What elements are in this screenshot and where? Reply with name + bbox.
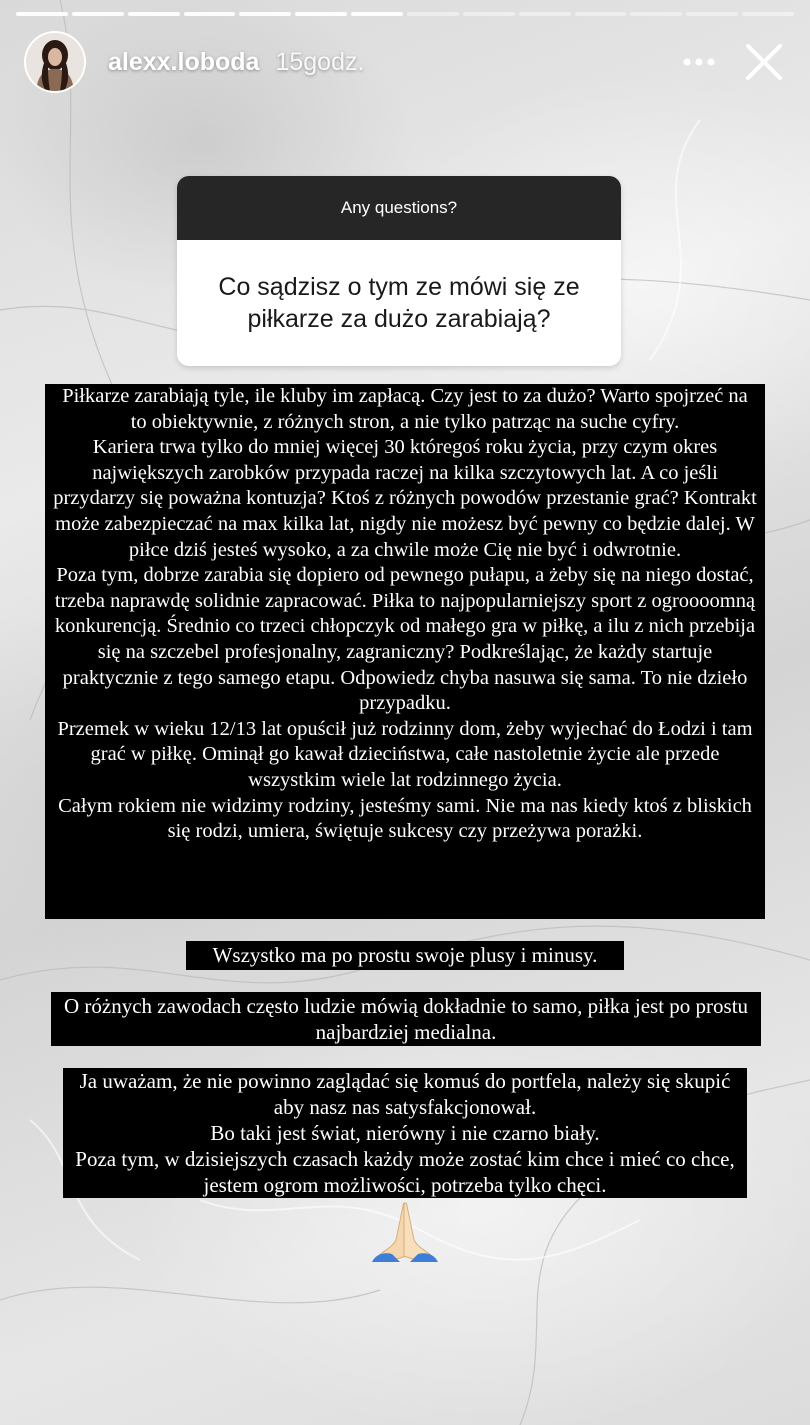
answer-paragraph: Kariera trwa tylko do mniej więcej 30 któregoś roku życia, przy czym okres największych zarobków przypada raczej na kilka szczytowych lat. A co jeśli przydarzy się poważna kontuzja? Ktoś z różnych powodów przestanie grać? Kontrakt może zabezpieczać na max kilka lat, nigdy nie możesz być pewny co będzie dalej. W piłce dziś jesteś wysoko, a za chwile może Cię nie być i odwrotnie. (53, 436, 757, 561)
progress-segment (519, 12, 571, 16)
more-options-button[interactable] (672, 35, 726, 89)
close-icon (744, 42, 784, 82)
question-sticker-header: Any questions? (177, 176, 621, 240)
question-sticker[interactable] (177, 176, 621, 366)
progress-segment (351, 12, 403, 16)
folded-hands-icon (370, 1200, 440, 1262)
progress-segment (686, 12, 738, 16)
username[interactable]: alexx.loboda (108, 47, 260, 76)
progress-segment (128, 12, 180, 16)
more-horizontal-icon (682, 57, 716, 67)
answer-paragraph: Całym rokiem nie widzimy rodziny, jesteśmy sami. Nie ma nas kiedy ktoś z bliskich się rodzi, umiera, świętuje sukcesy czy przeżywa porażki. (58, 794, 752, 843)
post-time: 15godz. (275, 47, 365, 76)
summary-text: Wszystko ma po prostu swoje plusy i minusy. (186, 941, 624, 970)
progress-segment (463, 12, 515, 16)
close-button[interactable] (736, 34, 792, 90)
opinion-text-block (63, 1068, 747, 1198)
avatar[interactable] (24, 31, 86, 93)
progress-segment (184, 12, 236, 16)
opinion-paragraph: Ja uważam, że nie powinno zaglądać się komuś do portfela, należy się skupić aby nasz nas satysfakcjonował. (79, 1069, 731, 1119)
answer-paragraph: Przemek w wieku 12/13 lat opuścił już rodzinny dom, żeby wyjechać do Łodzi i tam grać w piłkę. Ominął go kawał dzieciństwa, całe nastoletnie życie ale przede wszystkim wiele lat rodzinnego życia. (57, 717, 753, 791)
progress-segment (407, 12, 459, 16)
progress-segment (239, 12, 291, 16)
progress-segment (630, 12, 682, 16)
progress-segment (742, 12, 794, 16)
story-header (24, 30, 792, 94)
story-progress-bar (16, 12, 794, 16)
progress-segment (72, 12, 124, 16)
progress-segment (16, 12, 68, 16)
answer-paragraph: Poza tym, dobrze zarabia się dopiero od pewnego pułapu, a żeby się na niego dostać, trzeba naprawdę solidnie zapracować. Piłka to najpopularniejszy sport z ogroooomną konkurencją. Średnio co trzeci chłopczyk od małego gra w piłkę, a ilu z nich przebija się na szczebel profesjonalny, zagraniczny? Podkreślając, że każdy startuje praktycznie z tego samego etapu. Odpowiedz chyba nasuwa się sama. To nie dzieło przypadku. (54, 564, 756, 715)
opinion-paragraph: Bo taki jest świat, nierówny i nie czarno biały. (210, 1121, 600, 1145)
progress-segment (295, 12, 347, 16)
progress-segment (575, 12, 627, 16)
opinion-paragraph: Poza tym, w dzisiejszych czasach każdy może zostać kim chce i mieć co chce, jestem ogrom możliwości, potrzeba tylko chęci. (75, 1147, 735, 1197)
profile-photo-icon (26, 33, 84, 91)
media-note-text: O różnych zawodach często ludzie mówią dokładnie to samo, piłka jest po prostu najbardziej medialna. (51, 992, 761, 1046)
answer-paragraph: Piłkarze zarabiają tyle, ile kluby im zapłacą. Czy jest to za dużo? Warto spojrzeć na to obiektywnie, z różnych stron, a nie tylko patrząc na suche cyfry. (62, 385, 748, 433)
question-text: Co sądzisz o tym ze mówi się ze piłkarze za dużo zarabiają? (177, 240, 621, 366)
answer-text-block (45, 384, 765, 919)
